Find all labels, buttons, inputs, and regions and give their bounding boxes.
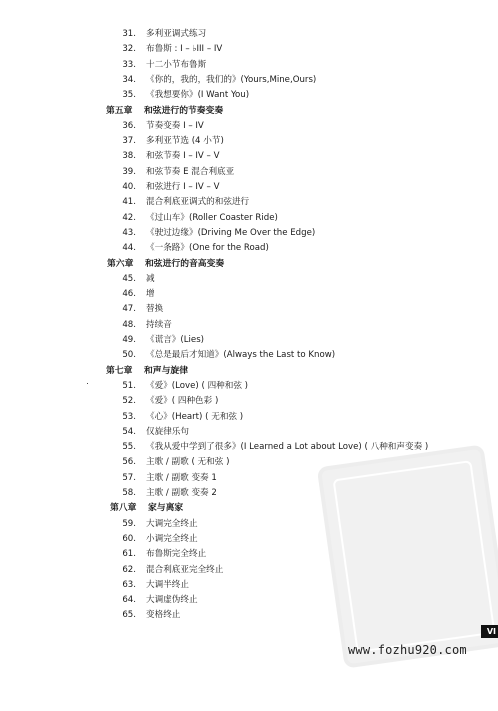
- entry-number: 49.: [122, 335, 136, 345]
- entry-title: 多利亚调式练习: [146, 29, 207, 39]
- watermark-seal-text: PDG: [96, 168, 120, 195]
- chapter-title: 和弦进行的音高变奏: [145, 258, 225, 269]
- entry-number: 33.: [122, 59, 136, 70]
- entry-number: 41.: [122, 197, 136, 208]
- entry-number: 42.: [122, 212, 136, 223]
- page-tab: VI: [481, 625, 498, 638]
- entry-number: 45.: [122, 273, 136, 284]
- entry-title: 持续音: [146, 319, 172, 330]
- entry-title: 《爱》(Love) ( 四种和弦 ): [146, 380, 249, 391]
- entry-title: 主歌 / 副歌 变奏 1: [146, 472, 217, 483]
- entry-title: 《你的，我的，我们的》(Yours,Mine,Ours): [146, 74, 317, 85]
- stray-mark: [87, 383, 88, 384]
- chapter-title: 家与离家: [148, 503, 184, 514]
- entry-number: 54.: [122, 426, 136, 437]
- entry-number: 48.: [122, 319, 136, 330]
- entry-title: 大调虚伪终止: [146, 595, 198, 606]
- entry-title: 十二小节布鲁斯: [146, 59, 207, 70]
- entry-title: 多利亚节选 (4 小节): [146, 136, 224, 147]
- entry-number: 31.: [122, 29, 136, 39]
- entry-title: 增: [146, 289, 155, 300]
- entry-title: 替换: [146, 304, 164, 315]
- entry-number: 35.: [122, 90, 136, 101]
- entry-title: 小调完全终止: [146, 533, 198, 544]
- entry-number: 39.: [122, 166, 136, 177]
- entry-number: 52.: [122, 396, 136, 407]
- entry-title: 和弦节奏 E 混合利底亚: [146, 166, 235, 177]
- entry-title: 和弦节奏 I – IV – V: [146, 151, 220, 162]
- entry-number: 59.: [122, 518, 136, 529]
- entry-title: 《一条路》(One for the Road): [146, 243, 269, 254]
- entry-number: 57.: [122, 472, 136, 483]
- entry-title: 布鲁斯完全终止: [146, 549, 207, 560]
- entry-title: 仅旋律乐句: [146, 426, 189, 437]
- entry-number: 51.: [122, 380, 136, 391]
- entry-number: 32.: [122, 44, 136, 55]
- entry-title: 混合利底亚调式的和弦进行: [146, 197, 250, 208]
- entry-title: 《心》(Heart) ( 无和弦 ): [146, 411, 244, 422]
- entry-number: 62.: [122, 564, 136, 575]
- entry-title: 主歌 / 副歌 变奏 2: [146, 488, 217, 498]
- entry-number: 36.: [122, 120, 136, 131]
- entry-number: 61.: [122, 549, 136, 560]
- chapter-title: 和声与旋律: [144, 365, 188, 376]
- entry-number: 43.: [122, 227, 136, 238]
- entry-number: 40.: [122, 182, 136, 192]
- entry-number: 44.: [122, 243, 136, 254]
- entry-title: 主歌 / 副歌 ( 无和弦 ): [146, 457, 230, 468]
- entry-number: 65.: [122, 610, 136, 621]
- entry-title: 变格终止: [146, 610, 181, 621]
- entry-title: 大调半终止: [146, 579, 189, 590]
- entry-number: 46.: [122, 289, 136, 300]
- chapter-title: 和弦进行的节奏变奏: [144, 105, 224, 116]
- chapter-label: 第六章: [107, 258, 134, 269]
- entry-number: 47.: [122, 304, 136, 315]
- entry-title: 《过山车》(Roller Coaster Ride): [146, 212, 278, 223]
- entry-number: 56.: [122, 457, 136, 468]
- entry-number: 37.: [122, 136, 136, 147]
- entry-title: 布鲁斯 : I – ♭III – IV: [146, 44, 223, 55]
- entry-title: 混合利底亚完全终止: [146, 564, 224, 575]
- entry-title: 《谎言》(Lies): [146, 335, 205, 345]
- entry-number: 63.: [122, 579, 136, 590]
- entry-number: 53.: [122, 411, 136, 422]
- entry-title: 和弦进行 I – IV – V: [146, 182, 220, 192]
- entry-title: 大调完全终止: [146, 518, 198, 529]
- entry-title: 《爱》( 四种色彩 ): [146, 396, 219, 407]
- entry-number: 60.: [122, 533, 136, 544]
- chapter-label: 第五章: [106, 105, 133, 116]
- entry-title: 《我想要你》(I Want You): [146, 90, 250, 101]
- entry-number: 58.: [122, 488, 136, 498]
- entry-number: 38.: [122, 151, 136, 162]
- chapter-label: 第七章: [106, 365, 133, 376]
- entry-title: 节奏变奏 I – IV: [146, 120, 204, 131]
- entry-title: 《我从爱中学到了很多》(I Learned a Lot about Love) ( 八种和声变奏 ): [146, 442, 429, 453]
- entry-title: 《总是最后才知道》(Always the Last to Know): [146, 350, 336, 361]
- entry-number: 50.: [122, 350, 136, 361]
- chapter-label: 第八章: [110, 503, 137, 514]
- watermark-url: www.fozhu920.com: [348, 643, 467, 657]
- entry-number: 55.: [122, 442, 136, 453]
- watermark-seal: [317, 444, 498, 668]
- entry-number: 34.: [122, 74, 136, 85]
- entry-title: 减: [146, 273, 155, 284]
- watermark-seal-border: [333, 460, 496, 653]
- entry-title: 《驶过边缘》(Driving Me Over the Edge): [146, 227, 316, 238]
- entry-number: 64.: [122, 595, 136, 606]
